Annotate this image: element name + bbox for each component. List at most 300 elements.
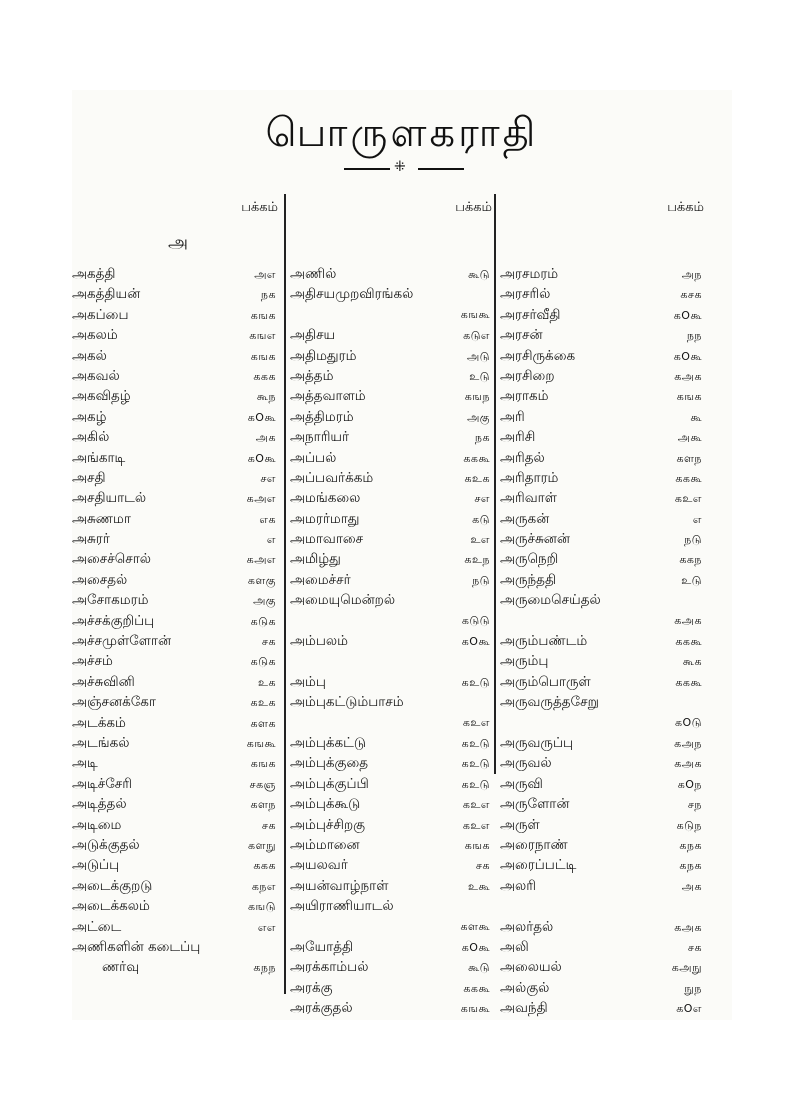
entry-page-number: கஙக [250, 757, 276, 771]
entry-term: அரசிருக்கை [500, 347, 576, 364]
index-entry [72, 835, 282, 855]
index-entry [500, 815, 708, 835]
entry-page-number: கநஎ [251, 879, 276, 893]
index-entry [290, 876, 496, 896]
entry-page-number: கஉக [464, 471, 490, 485]
entry-page-number: அந [681, 268, 702, 281]
index-entry [290, 549, 496, 569]
entry-term: அரிதல் [500, 449, 545, 466]
index-entry [72, 611, 282, 631]
index-entry [72, 427, 282, 447]
entry-page-number: கOடு [674, 715, 702, 729]
index-entry [72, 753, 282, 773]
entry-term: அமாவாசை [290, 531, 364, 548]
entry-term: அச்சக்குறிப்பு [72, 612, 155, 629]
entry-page-number: சந [687, 798, 702, 812]
entry-page-number: கஅஎ [246, 492, 276, 506]
entry-page-number: கடுக [250, 614, 276, 628]
entry-page-number: கOகூ [673, 349, 702, 363]
entry-page-number: அகு [467, 410, 490, 424]
entry-page-number: கடுக [250, 655, 276, 669]
index-entry [72, 488, 282, 508]
entry-term: அடிச்சேரி [72, 775, 132, 792]
entry-term: அசுணமா [72, 510, 131, 527]
entry-page-number: சஎ [474, 492, 490, 506]
index-entry [500, 284, 708, 304]
entry-page-number: நடு [472, 573, 490, 587]
index-entry [500, 407, 708, 427]
index-entry [72, 284, 282, 304]
entry-page-number: கஅக [674, 920, 702, 934]
entry-page-number: கூடு [468, 268, 490, 281]
index-entry [290, 733, 496, 753]
index-entry [290, 529, 496, 549]
entry-term: அசைச்சொல் [72, 551, 151, 568]
index-entry [290, 264, 496, 284]
entry-page-number: நக [474, 431, 490, 445]
entry-term: அத்தவாளம் [290, 388, 366, 405]
entry-page-number: அகூ [677, 431, 702, 445]
entry-term: அரும்பு [500, 653, 549, 670]
index-page [72, 90, 732, 1020]
entry-page-number: உடு [469, 369, 490, 383]
entry-page-number: அக [681, 879, 702, 893]
entry-term: அரசமரம் [500, 266, 559, 282]
entry-page-number: கஙக [250, 349, 276, 363]
entry-term: அம்புக்கட்டு [290, 734, 366, 751]
entry-term: அருவல் [500, 755, 552, 772]
entry-page-number: கஅக [674, 369, 702, 383]
index-entry [290, 794, 496, 814]
index-entry [290, 774, 496, 794]
entry-term: அமிழ்து [290, 551, 341, 568]
entry-page-number: கசக [680, 288, 702, 302]
index-entry [500, 468, 708, 488]
entry-page-number: கஉடு [461, 736, 490, 750]
entry-term: அயோத்தி [290, 938, 354, 955]
entry-page-number: கஉக [250, 696, 276, 710]
entry-page-number: சஎ [260, 471, 276, 485]
entry-page-number: கஉஎ [462, 818, 490, 832]
index-entry [290, 366, 496, 386]
index-entry [72, 794, 282, 814]
entry-term: அம்புக்குதை [290, 755, 369, 772]
entry-term: அமைச்சர் [290, 571, 351, 588]
entry-page-number: கூக [682, 655, 702, 669]
index-entry [290, 692, 496, 712]
entry-term: அகல் [72, 347, 107, 364]
entry-page-number: களநு [248, 838, 276, 852]
entry-term: அச்சமுள்ளோன் [72, 633, 172, 650]
entry-term: அசதி [72, 469, 106, 486]
entry-term: அடைக்குறடு [72, 877, 153, 894]
index-entry [500, 713, 708, 733]
index-entry [72, 325, 282, 345]
index-entry [72, 529, 282, 549]
index-entry [290, 855, 496, 875]
ornament-knot-icon: ⁜ [394, 159, 406, 175]
entry-page-number: எ [266, 533, 276, 547]
entry-term: அம்பலம் [290, 633, 348, 650]
index-entry [72, 774, 282, 794]
entry-page-number: கஙக [464, 838, 490, 852]
index-entry [290, 713, 496, 733]
index-entry [72, 264, 282, 284]
index-entry [500, 835, 708, 855]
entry-page-number: சக [261, 818, 276, 832]
entry-list [72, 264, 282, 978]
entry-term: அசுரர் [72, 531, 110, 548]
index-entry [500, 631, 708, 651]
entry-page-number: கஙக [250, 308, 276, 322]
index-entry [500, 937, 708, 957]
entry-page-number: கOகூ [247, 451, 276, 465]
index-entry [290, 651, 496, 671]
entry-term: ணர்வு [102, 959, 140, 976]
entry-page-number: எ [692, 512, 702, 526]
entry-term: அம்புக்கூடு [290, 796, 361, 813]
column-divider [284, 194, 286, 994]
index-entry [72, 815, 282, 835]
entry-term: அமையுமென்றல் [290, 592, 396, 609]
entry-term: அரிவாள் [500, 490, 557, 507]
index-entry [290, 896, 496, 916]
entry-term: அரைப்பட்டி [500, 857, 577, 874]
index-entry [72, 917, 282, 937]
index-entry [290, 488, 496, 508]
entry-page-number: கஙகூ [460, 1002, 490, 1016]
entry-term: அலி [500, 938, 529, 955]
index-column-2 [290, 194, 496, 1018]
index-entry [500, 753, 708, 773]
entry-term: அருவருத்தசேறு [500, 694, 599, 711]
index-entry [290, 305, 496, 325]
index-entry [290, 509, 496, 529]
index-entry [72, 651, 282, 671]
entry-page-number: நந [686, 329, 702, 343]
index-entry [500, 876, 708, 896]
entry-page-number: கூந [256, 390, 276, 404]
index-entry [290, 325, 496, 345]
entry-page-number: உகூ [467, 879, 490, 893]
entry-term: அம்புக்குப்பி [290, 775, 369, 792]
index-entry [500, 488, 708, 508]
index-entry [290, 386, 496, 406]
index-entry [500, 794, 708, 814]
entry-term: அடி [72, 755, 98, 772]
entry-term: அணில் [290, 266, 337, 282]
index-column-3 [500, 194, 708, 1018]
index-entry [500, 672, 708, 692]
index-entry [290, 835, 496, 855]
index-entry [500, 529, 708, 549]
index-entry [290, 978, 496, 998]
entry-term: அருமைசெய்தல் [500, 592, 601, 609]
entry-term: அகவல் [72, 367, 120, 384]
entry-page-number: கOகூ [673, 308, 702, 322]
entry-page-number: கககூ [463, 981, 490, 995]
entry-page-number: கூடு [468, 961, 490, 975]
entry-term: அருநெறி [500, 551, 559, 568]
entry-page-number: கடுந [676, 818, 702, 832]
index-entry [72, 346, 282, 366]
index-entry [290, 407, 496, 427]
entry-page-number: நடு [684, 533, 702, 547]
entry-term: அச்சம் [72, 653, 113, 670]
entry-page-number: உஎ [470, 533, 490, 547]
index-entry [290, 590, 496, 610]
index-entry [72, 957, 282, 977]
entry-page-number: கOகூ [461, 940, 490, 954]
page-title: பொருளகராதி [265, 110, 539, 156]
entry-page-number: களக [250, 716, 276, 730]
entry-page-number: கஅநு [671, 961, 702, 975]
entry-page-number: ககந [679, 553, 702, 567]
entry-term: அகலம் [72, 327, 118, 344]
index-entry [500, 978, 708, 998]
index-entry [290, 672, 496, 692]
index-entry [72, 366, 282, 386]
entry-page-number: கOகூ [247, 410, 276, 424]
entry-page-number: ககக [253, 859, 276, 873]
entry-term: அயன்வாழ்நாள் [290, 877, 389, 894]
index-entry [500, 448, 708, 468]
index-column-1 [72, 194, 282, 978]
entry-term: அகவிதழ் [72, 388, 131, 405]
entry-term: அருகன் [500, 510, 550, 527]
entry-term: அலர்தல் [500, 918, 554, 935]
entry-term: அரசர்வீதி [500, 306, 561, 323]
entry-term: அரி [500, 408, 525, 425]
entry-term: அசதியாடல் [72, 490, 147, 507]
index-entry [500, 549, 708, 569]
page-column-header: பக்கம் [455, 200, 492, 215]
entry-term: அயிராணியாடல் [290, 898, 394, 915]
entry-term: அடக்கம் [72, 714, 126, 731]
entry-page-number: கடு [472, 512, 490, 526]
entry-page-number: கஅக [674, 757, 702, 771]
entry-term: அருந்ததி [500, 571, 557, 588]
index-entry [500, 998, 708, 1018]
entry-term: அட்டை [72, 918, 122, 935]
page-column-header: பக்கம் [667, 200, 704, 215]
entry-page-number: ககக [253, 369, 276, 383]
entry-term: அம்புகட்டும்பாசம் [290, 694, 404, 711]
entry-page-number: கஉடு [461, 777, 490, 791]
entry-term: அகழ் [72, 408, 107, 425]
entry-page-number: கஙடு [248, 900, 276, 914]
index-entry [500, 509, 708, 529]
entry-term: அல்குல் [500, 979, 550, 996]
entry-term: அசோகமரம் [72, 592, 149, 609]
entry-term: அருளோன் [500, 796, 570, 813]
page-column-header: பக்கம் [241, 200, 278, 215]
entry-term: அமங்கலை [290, 490, 361, 507]
entry-term: அயலவர் [290, 857, 348, 874]
entry-page-number: களகு [247, 573, 276, 587]
entry-term: அங்காடி [72, 449, 126, 466]
entry-page-number: நுந [684, 981, 702, 995]
index-entry [72, 386, 282, 406]
entry-term: அரக்காம்பல் [290, 959, 369, 976]
entry-page-number: கOஎ [676, 1002, 702, 1016]
entry-page-number: சகஞ [249, 777, 276, 791]
entry-term: அரசிறை [500, 367, 555, 384]
entry-page-number: கஉடு [461, 757, 490, 771]
entry-page-number: கூ [690, 410, 702, 424]
index-entry [72, 448, 282, 468]
entry-page-number: கககூ [463, 451, 490, 465]
entry-page-number: அகு [253, 594, 276, 608]
index-entry [290, 611, 496, 631]
index-entry [500, 325, 708, 345]
entry-page-number: கஅக [674, 613, 702, 627]
entry-term: அரிசி [500, 429, 536, 446]
entry-term: அம்மானை [290, 836, 360, 853]
entry-page-number: அக [255, 431, 276, 445]
entry-page-number: கஙகூ [460, 307, 490, 321]
entry-page-number: சக [475, 859, 490, 873]
entry-page-number: அடு [466, 349, 490, 363]
entry-term: அரும்பொருள் [500, 673, 591, 690]
entry-term: அகத்தியன் [72, 286, 141, 303]
index-entry [290, 631, 496, 651]
index-entry [500, 774, 708, 794]
entry-page-number: கஙஎ [249, 329, 276, 343]
entry-term: அதிமதுரம் [290, 347, 357, 364]
index-entry [72, 692, 282, 712]
entry-term: அத்திமரம் [290, 408, 354, 425]
index-entry [290, 753, 496, 773]
entry-term: அச்சுவினி [72, 673, 135, 690]
entry-term: அகில் [72, 429, 110, 446]
index-entry [500, 733, 708, 753]
entry-term: அரும்பண்டம் [500, 633, 588, 650]
entry-page-number: கடுடு [461, 613, 490, 627]
index-entry [290, 917, 496, 937]
index-entry [500, 427, 708, 447]
index-entry [72, 631, 282, 651]
index-entry [290, 346, 496, 366]
section-letter: அ [168, 232, 189, 253]
entry-term: அருள் [500, 816, 540, 833]
entry-page-number: கஉந [464, 553, 490, 567]
entry-term: அரக்கு [290, 979, 333, 996]
ornament-line-left [344, 168, 390, 170]
index-entry [72, 876, 282, 896]
entry-page-number: சக [261, 635, 276, 649]
entry-page-number: அஎ [254, 268, 276, 281]
entry-page-number: கநக [679, 859, 702, 873]
entry-page-number: கOந [677, 777, 702, 791]
entry-page-number: கஙக [676, 390, 702, 404]
entry-term: அடிமை [72, 816, 122, 833]
index-entry [290, 815, 496, 835]
entry-term: அகத்தி [72, 266, 116, 282]
index-entry [72, 713, 282, 733]
entry-list [290, 264, 496, 1018]
index-entry [72, 509, 282, 529]
index-entry [72, 590, 282, 610]
entry-term: அலரி [500, 877, 536, 894]
index-entry [72, 937, 282, 957]
entry-term: அத்தம் [290, 367, 334, 384]
entry-page-number: கஉஎ [462, 715, 490, 729]
index-entry [72, 896, 282, 916]
entry-term: அவந்தி [500, 1000, 548, 1017]
entry-list [500, 264, 708, 1018]
entry-term: அநாரியர் [290, 429, 350, 446]
index-entry [500, 611, 708, 631]
index-entry [290, 448, 496, 468]
index-entry [500, 570, 708, 590]
index-entry [290, 937, 496, 957]
entry-term: அசைதல் [72, 571, 128, 588]
entry-term: அமரர்மாது [290, 510, 360, 527]
entry-term: அலையல் [500, 959, 562, 976]
entry-term: அருவருப்பு [500, 734, 574, 751]
index-entry [72, 733, 282, 753]
entry-page-number: கஅந [674, 736, 702, 750]
index-entry [72, 855, 282, 875]
entry-page-number: கநக [679, 838, 702, 852]
ornament-line-right [418, 168, 464, 170]
entry-page-number: களகூ [460, 919, 490, 933]
entry-page-number: கஙந [464, 390, 490, 404]
entry-term: அரைநாண் [500, 836, 568, 853]
index-entry [500, 305, 708, 325]
index-entry [500, 896, 708, 916]
index-entry [290, 427, 496, 447]
index-entry [290, 570, 496, 590]
title-ornament [344, 159, 464, 175]
index-entry [290, 957, 496, 977]
index-entry [500, 692, 708, 712]
entry-term: அதிசய [290, 327, 336, 344]
entry-term: அம்புச்சிறகு [290, 816, 366, 833]
index-entry [290, 284, 496, 304]
entry-page-number: கககூ [675, 635, 702, 649]
entry-term: அணிகளின் கடைப்பு [72, 938, 201, 955]
entry-term: அரசரில் [500, 286, 551, 303]
index-entry [72, 468, 282, 488]
entry-term: அடுக்குதல் [72, 836, 140, 853]
index-entry [500, 917, 708, 937]
index-entry [290, 468, 496, 488]
entry-term: அம்பு [290, 673, 326, 690]
entry-page-number: கநந [253, 961, 276, 975]
entry-term: அகப்பை [72, 306, 129, 323]
entry-page-number: சக [687, 940, 702, 954]
index-entry [72, 305, 282, 325]
index-entry [500, 264, 708, 284]
entry-term: அடங்கல் [72, 734, 130, 751]
entry-term: அரக்குதல் [290, 1000, 353, 1017]
entry-page-number: கஉஎ [462, 798, 490, 812]
index-entry [290, 998, 496, 1018]
entry-page-number: கஙகூ [246, 736, 276, 750]
index-entry [500, 346, 708, 366]
entry-term: அருவி [500, 775, 543, 792]
entry-term: அரிதாரம் [500, 469, 559, 486]
entry-term: அடுப்பு [72, 857, 120, 874]
entry-page-number: கடுஎ [463, 329, 490, 343]
entry-term: அராகம் [500, 388, 549, 405]
entry-term: அஞ்சனக்கோ [72, 694, 156, 711]
entry-page-number: கஅஎ [246, 553, 276, 567]
index-entry [500, 855, 708, 875]
entry-term: அருச்சுனன் [500, 531, 570, 548]
